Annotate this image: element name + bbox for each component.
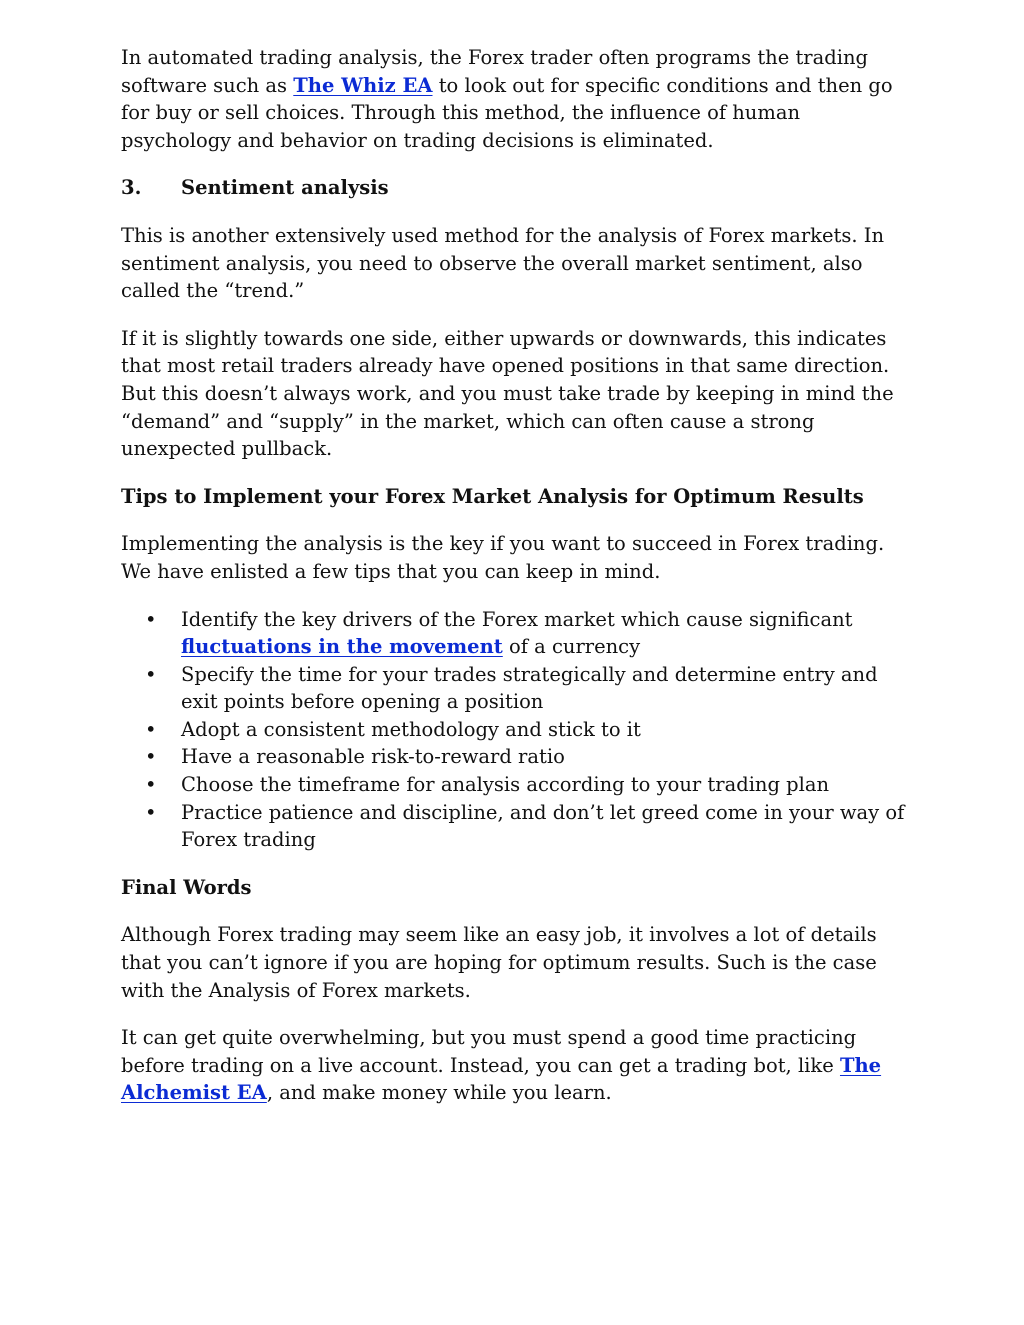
final-text-2: , and make money while you learn. [266, 1081, 612, 1105]
final-text-1: It can get quite overwhelming, but you must spend a good time practicing before trading on a live account. Instead, you can get a trading bot, like [121, 1026, 857, 1077]
sentiment-heading [121, 174, 911, 202]
whiz-ea-link[interactable]: The Whiz EA [293, 73, 433, 97]
tip-text: Specify the time for your trades strategically and determine entry and exit points before opening a position [181, 662, 878, 714]
list-item [121, 799, 911, 854]
tip-text-1a: Identify the key drivers of the Forex market which cause significant [181, 607, 853, 631]
list-item [121, 743, 911, 771]
tip-text: Practice patience and discipline, and don’t let greed come in your way of Forex trading [181, 800, 905, 852]
bullet-icon: • [145, 773, 157, 797]
alchemist-ea-link[interactable]: The Alchemist EA [121, 1053, 882, 1105]
document-page [121, 44, 911, 1127]
intro-text-1: In automated trading analysis, the Forex trader often programs the trading software such as [121, 46, 869, 97]
list-item [121, 716, 911, 744]
bullet-icon: • [145, 607, 157, 631]
fluctuations-link[interactable]: fluctuations in the movement [181, 635, 503, 659]
tip-text-1b: of a currency [502, 635, 641, 659]
tip-text: Choose the timeframe for analysis according to your trading plan [181, 773, 830, 797]
tip-text: Adopt a consistent methodology and stick to it [181, 717, 641, 741]
bullet-icon: • [145, 745, 157, 769]
list-item [121, 606, 911, 661]
tips-list [121, 606, 911, 854]
bullet-icon: • [145, 662, 157, 686]
list-item [121, 771, 911, 799]
tip-text: Have a reasonable risk-to-reward ratio [181, 745, 565, 769]
final-paragraph-1: Although Forex trading may seem like an easy job, it involves a lot of details that you can’t ignore if you are hoping for optimum results. Such is the case with the Analysis of Forex markets. [121, 923, 877, 1002]
section-number: 3. [121, 176, 142, 200]
tips-heading: Tips to Implement your Forex Market Analysis for Optimum Results [121, 484, 864, 508]
bullet-icon: • [145, 800, 157, 824]
intro-text-2: to look out for specific conditions and then go for buy or sell choices. Through this method, the influence of human psychology and behavior on trading decisions is eliminated. [121, 73, 893, 152]
intro-paragraph [121, 44, 911, 154]
list-item [121, 661, 911, 716]
sentiment-paragraph-1: This is another extensively used method for the analysis of Forex markets. In sentiment analysis, you need to observe the overall market sentiment, also called the “trend.” [121, 223, 885, 303]
final-paragraph-2 [121, 1024, 911, 1107]
final-words-heading: Final Words [121, 875, 252, 899]
sentiment-paragraph-2: If it is slightly towards one side, either upwards or downwards, this indicates that most retail traders already have opened positions in that same direction. But this doesn’t always work, and you must take trade by keeping in mind the “demand” and “supply” in the market, which can often cause a strong unexpected pullback. [121, 326, 894, 461]
sentiment-heading-text: Sentiment analysis [181, 176, 389, 200]
bullet-icon: • [145, 717, 157, 741]
tips-intro-paragraph: Implementing the analysis is the key if you want to succeed in Forex trading. We have enlisted a few tips that you can keep in mind. [121, 532, 885, 583]
